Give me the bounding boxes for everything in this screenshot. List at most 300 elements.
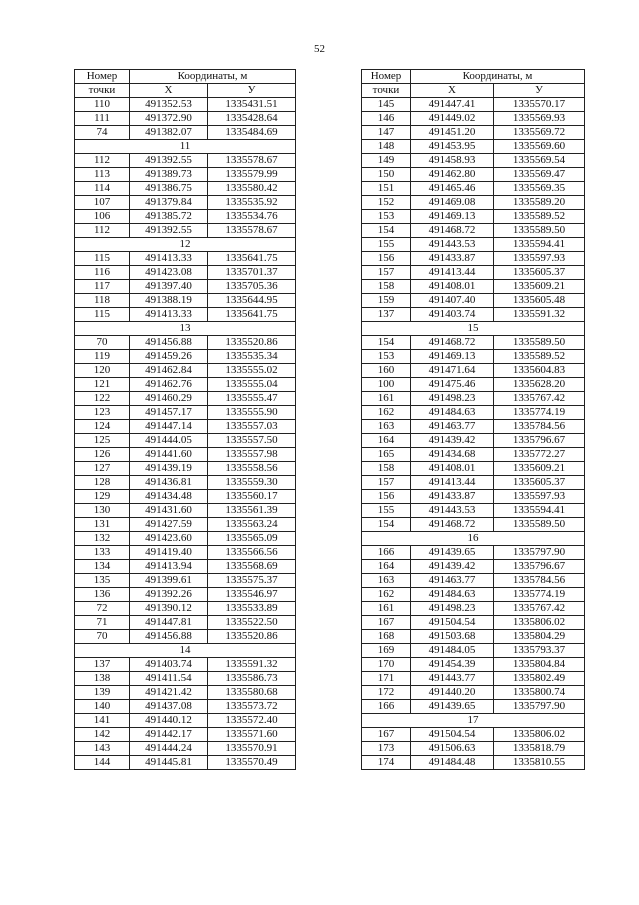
y-coordinate-cell: 1335520.86 [208, 336, 296, 350]
point-number-cell: 100 [362, 378, 411, 392]
table-row [75, 224, 296, 238]
point-number-cell: 154 [362, 224, 411, 238]
table-row [362, 434, 585, 448]
table-row [362, 658, 585, 672]
table-row [75, 196, 296, 210]
x-coordinate-cell: 491385.72 [130, 210, 208, 224]
table-row [75, 112, 296, 126]
point-number-cell: 139 [75, 686, 130, 700]
y-coordinate-cell: 1335767.42 [494, 602, 585, 616]
table-row [75, 266, 296, 280]
y-coordinate-cell: 1335628.20 [494, 378, 585, 392]
point-number-cell: 132 [75, 532, 130, 546]
table-row [75, 406, 296, 420]
x-coordinate-cell: 491451.20 [411, 126, 494, 140]
y-coordinate-cell: 1335565.09 [208, 532, 296, 546]
table-row [75, 756, 296, 770]
x-coordinate-cell: 491436.81 [130, 476, 208, 490]
table-row [75, 434, 296, 448]
y-coordinate-cell: 1335800.74 [494, 686, 585, 700]
y-coordinate-cell: 1335484.69 [208, 126, 296, 140]
x-coordinate-cell: 491469.08 [411, 196, 494, 210]
point-number-cell: 107 [75, 196, 130, 210]
point-number-cell: 158 [362, 280, 411, 294]
point-number-cell: 147 [362, 126, 411, 140]
y-header: У [208, 84, 296, 98]
table-row [75, 504, 296, 518]
y-coordinate-cell: 1335589.50 [494, 518, 585, 532]
point-number-cell: 157 [362, 266, 411, 280]
y-coordinate-cell: 1335641.75 [208, 252, 296, 266]
x-coordinate-cell: 491388.19 [130, 294, 208, 308]
point-number-cell: 164 [362, 560, 411, 574]
x-coordinate-cell: 491413.94 [130, 560, 208, 574]
table-row [75, 476, 296, 490]
x-coordinate-cell: 491439.19 [130, 462, 208, 476]
y-coordinate-cell: 1335557.98 [208, 448, 296, 462]
y-coordinate-cell: 1335557.50 [208, 434, 296, 448]
y-coordinate-cell: 1335570.91 [208, 742, 296, 756]
y-coordinate-cell: 1335796.67 [494, 560, 585, 574]
y-coordinate-cell: 1335555.90 [208, 406, 296, 420]
section-number: 13 [75, 322, 296, 336]
point-number-cell: 137 [362, 308, 411, 322]
point-number-cell: 134 [75, 560, 130, 574]
point-number-cell: 141 [75, 714, 130, 728]
section-number: 15 [362, 322, 585, 336]
point-number-cell: 127 [75, 462, 130, 476]
point-number-cell: 162 [362, 406, 411, 420]
y-coordinate-cell: 1335797.90 [494, 546, 585, 560]
point-number-cell: 131 [75, 518, 130, 532]
y-coordinate-cell: 1335570.17 [494, 98, 585, 112]
x-coordinate-cell: 491407.40 [411, 294, 494, 308]
point-number-cell: 168 [362, 630, 411, 644]
table-row [75, 154, 296, 168]
y-coordinate-cell: 1335605.37 [494, 476, 585, 490]
y-coordinate-cell: 1335605.37 [494, 266, 585, 280]
point-number-cell: 128 [75, 476, 130, 490]
x-coordinate-cell: 491468.72 [411, 224, 494, 238]
y-coordinate-cell: 1335559.30 [208, 476, 296, 490]
y-coordinate-cell: 1335569.60 [494, 140, 585, 154]
x-coordinate-cell: 491468.72 [411, 336, 494, 350]
point-number-header-line2: точки [75, 84, 130, 98]
y-header: У [494, 84, 585, 98]
point-number-cell: 124 [75, 420, 130, 434]
table-row [362, 308, 585, 322]
point-number-cell: 173 [362, 742, 411, 756]
y-coordinate-cell: 1335555.47 [208, 392, 296, 406]
point-number-cell: 118 [75, 294, 130, 308]
x-coordinate-cell: 491503.68 [411, 630, 494, 644]
y-coordinate-cell: 1335806.02 [494, 728, 585, 742]
point-number-cell: 143 [75, 742, 130, 756]
table-row [362, 476, 585, 490]
x-coordinate-cell: 491413.44 [411, 266, 494, 280]
y-coordinate-cell: 1335573.72 [208, 700, 296, 714]
y-coordinate-cell: 1335569.35 [494, 182, 585, 196]
point-number-cell: 121 [75, 378, 130, 392]
x-coordinate-cell: 491454.39 [411, 658, 494, 672]
table-row [362, 210, 585, 224]
point-number-header: Номер [362, 70, 411, 84]
y-coordinate-cell: 1335774.19 [494, 406, 585, 420]
y-coordinate-cell: 1335563.24 [208, 518, 296, 532]
coordinates-table-left [74, 69, 296, 770]
y-coordinate-cell: 1335533.89 [208, 602, 296, 616]
x-coordinate-cell: 491453.95 [411, 140, 494, 154]
section-number: 14 [75, 644, 296, 658]
point-number-cell: 169 [362, 644, 411, 658]
table-row [362, 588, 585, 602]
y-coordinate-cell: 1335557.03 [208, 420, 296, 434]
point-number-cell: 152 [362, 196, 411, 210]
point-number-cell: 72 [75, 602, 130, 616]
y-coordinate-cell: 1335535.34 [208, 350, 296, 364]
table-row [75, 672, 296, 686]
point-number-cell: 130 [75, 504, 130, 518]
x-coordinate-cell: 491457.17 [130, 406, 208, 420]
point-number-cell: 70 [75, 630, 130, 644]
point-number-cell: 159 [362, 294, 411, 308]
point-number-cell: 129 [75, 490, 130, 504]
y-coordinate-cell: 1335604.83 [494, 364, 585, 378]
x-coordinate-cell: 491392.55 [130, 154, 208, 168]
y-coordinate-cell: 1335767.42 [494, 392, 585, 406]
y-coordinate-cell: 1335534.76 [208, 210, 296, 224]
y-coordinate-cell: 1335597.93 [494, 490, 585, 504]
table-row [362, 630, 585, 644]
table-row [75, 182, 296, 196]
point-number-cell: 164 [362, 434, 411, 448]
y-coordinate-cell: 1335705.36 [208, 280, 296, 294]
y-coordinate-cell: 1335555.04 [208, 378, 296, 392]
y-coordinate-cell: 1335701.37 [208, 266, 296, 280]
point-number-cell: 137 [75, 658, 130, 672]
y-coordinate-cell: 1335520.86 [208, 630, 296, 644]
point-number-header-line2: точки [362, 84, 411, 98]
point-number-cell: 112 [75, 154, 130, 168]
table-row [75, 168, 296, 182]
y-coordinate-cell: 1335561.39 [208, 504, 296, 518]
table-row [75, 350, 296, 364]
table-row [75, 462, 296, 476]
x-coordinate-cell: 491506.63 [411, 742, 494, 756]
x-coordinate-cell: 491403.74 [130, 658, 208, 672]
point-number-cell: 120 [75, 364, 130, 378]
table-row [75, 280, 296, 294]
x-coordinate-cell: 491421.42 [130, 686, 208, 700]
x-coordinate-cell: 491431.60 [130, 504, 208, 518]
table-row [75, 616, 296, 630]
table-row [75, 700, 296, 714]
x-coordinate-cell: 491413.33 [130, 308, 208, 322]
point-number-cell: 154 [362, 336, 411, 350]
y-coordinate-cell: 1335560.17 [208, 490, 296, 504]
table-row [362, 644, 585, 658]
y-coordinate-cell: 1335580.42 [208, 182, 296, 196]
table-row [362, 728, 585, 742]
x-coordinate-cell: 491447.14 [130, 420, 208, 434]
point-number-header: Номер [75, 70, 130, 84]
y-coordinate-cell: 1335806.02 [494, 616, 585, 630]
table-row [362, 168, 585, 182]
table-row [75, 126, 296, 140]
x-coordinate-cell: 491443.77 [411, 672, 494, 686]
point-number-cell: 148 [362, 140, 411, 154]
table-row [362, 112, 585, 126]
x-coordinate-cell: 491444.05 [130, 434, 208, 448]
table-row [362, 756, 585, 770]
table-row [75, 378, 296, 392]
y-coordinate-cell: 1335569.47 [494, 168, 585, 182]
table-row [362, 126, 585, 140]
x-coordinate-cell: 491386.75 [130, 182, 208, 196]
y-coordinate-cell: 1335535.92 [208, 196, 296, 210]
x-coordinate-cell: 491399.61 [130, 574, 208, 588]
table-row [362, 560, 585, 574]
section-row [75, 322, 296, 336]
table-row [362, 238, 585, 252]
x-coordinate-cell: 491439.42 [411, 434, 494, 448]
point-number-cell: 151 [362, 182, 411, 196]
table-row [75, 210, 296, 224]
y-coordinate-cell: 1335569.72 [494, 126, 585, 140]
x-coordinate-cell: 491443.53 [411, 504, 494, 518]
table-row [75, 714, 296, 728]
table-header [75, 70, 296, 98]
y-coordinate-cell: 1335784.56 [494, 420, 585, 434]
y-coordinate-cell: 1335772.27 [494, 448, 585, 462]
y-coordinate-cell: 1335802.49 [494, 672, 585, 686]
x-coordinate-cell: 491458.93 [411, 154, 494, 168]
table-row [362, 546, 585, 560]
point-number-cell: 145 [362, 98, 411, 112]
point-number-cell: 70 [75, 336, 130, 350]
y-coordinate-cell: 1335431.51 [208, 98, 296, 112]
y-coordinate-cell: 1335804.29 [494, 630, 585, 644]
y-coordinate-cell: 1335586.73 [208, 672, 296, 686]
y-coordinate-cell: 1335568.69 [208, 560, 296, 574]
table-row [362, 336, 585, 350]
table-row [75, 420, 296, 434]
x-coordinate-cell: 491389.73 [130, 168, 208, 182]
table-row [75, 630, 296, 644]
y-coordinate-cell: 1335522.50 [208, 616, 296, 630]
table-row [75, 364, 296, 378]
point-number-cell: 160 [362, 364, 411, 378]
point-number-cell: 138 [75, 672, 130, 686]
table-row [75, 546, 296, 560]
x-coordinate-cell: 491469.13 [411, 210, 494, 224]
y-coordinate-cell: 1335589.50 [494, 336, 585, 350]
table-header [362, 70, 585, 98]
y-coordinate-cell: 1335589.52 [494, 350, 585, 364]
point-number-cell: 125 [75, 434, 130, 448]
y-coordinate-cell: 1335784.56 [494, 574, 585, 588]
point-number-cell: 115 [75, 308, 130, 322]
section-number: 17 [362, 714, 585, 728]
point-number-cell: 162 [362, 588, 411, 602]
table-row [362, 224, 585, 238]
x-coordinate-cell: 491498.23 [411, 392, 494, 406]
x-coordinate-cell: 491471.64 [411, 364, 494, 378]
section-row [75, 140, 296, 154]
x-coordinate-cell: 491437.08 [130, 700, 208, 714]
table-row [75, 490, 296, 504]
x-coordinate-cell: 491463.77 [411, 420, 494, 434]
x-coordinate-cell: 491433.87 [411, 252, 494, 266]
table-row [362, 420, 585, 434]
table-row [75, 686, 296, 700]
point-number-cell: 117 [75, 280, 130, 294]
table-row [362, 182, 585, 196]
x-coordinate-cell: 491352.53 [130, 98, 208, 112]
x-coordinate-cell: 491423.08 [130, 266, 208, 280]
point-number-cell: 155 [362, 504, 411, 518]
table-row [362, 742, 585, 756]
y-coordinate-cell: 1335793.37 [494, 644, 585, 658]
x-coordinate-cell: 491443.53 [411, 238, 494, 252]
y-coordinate-cell: 1335774.19 [494, 588, 585, 602]
x-coordinate-cell: 491445.81 [130, 756, 208, 770]
table-row [362, 462, 585, 476]
x-coordinate-cell: 491419.40 [130, 546, 208, 560]
x-coordinate-cell: 491469.13 [411, 350, 494, 364]
table-row [362, 252, 585, 266]
table-row [362, 98, 585, 112]
table-row [75, 336, 296, 350]
x-coordinate-cell: 491440.20 [411, 686, 494, 700]
y-coordinate-cell: 1335569.54 [494, 154, 585, 168]
section-row [75, 238, 296, 252]
x-coordinate-cell: 491462.80 [411, 168, 494, 182]
table-row [362, 294, 585, 308]
y-coordinate-cell: 1335591.32 [208, 658, 296, 672]
y-coordinate-cell: 1335818.79 [494, 742, 585, 756]
x-coordinate-cell: 491504.54 [411, 728, 494, 742]
y-coordinate-cell: 1335572.40 [208, 714, 296, 728]
table-row [362, 616, 585, 630]
table-row [75, 448, 296, 462]
x-coordinate-cell: 491468.72 [411, 518, 494, 532]
point-number-cell: 156 [362, 490, 411, 504]
y-coordinate-cell: 1335578.67 [208, 224, 296, 238]
x-coordinate-cell: 491439.65 [411, 546, 494, 560]
point-number-cell: 163 [362, 420, 411, 434]
table-row [75, 294, 296, 308]
y-coordinate-cell: 1335797.90 [494, 700, 585, 714]
point-number-cell: 142 [75, 728, 130, 742]
x-coordinate-cell: 491392.26 [130, 588, 208, 602]
section-row [362, 322, 585, 336]
point-number-cell: 106 [75, 210, 130, 224]
y-coordinate-cell: 1335558.56 [208, 462, 296, 476]
y-coordinate-cell: 1335609.21 [494, 280, 585, 294]
table-row [362, 266, 585, 280]
point-number-cell: 136 [75, 588, 130, 602]
point-number-cell: 161 [362, 602, 411, 616]
x-coordinate-cell: 491379.84 [130, 196, 208, 210]
x-coordinate-cell: 491439.42 [411, 560, 494, 574]
x-coordinate-cell: 491484.05 [411, 644, 494, 658]
x-coordinate-cell: 491413.44 [411, 476, 494, 490]
table-row [362, 672, 585, 686]
point-number-cell: 110 [75, 98, 130, 112]
point-number-cell: 154 [362, 518, 411, 532]
x-header: X [130, 84, 208, 98]
x-coordinate-cell: 491442.17 [130, 728, 208, 742]
x-coordinate-cell: 491397.40 [130, 280, 208, 294]
x-coordinate-cell: 491408.01 [411, 280, 494, 294]
y-coordinate-cell: 1335605.48 [494, 294, 585, 308]
y-coordinate-cell: 1335566.56 [208, 546, 296, 560]
table-row [362, 574, 585, 588]
point-number-cell: 115 [75, 252, 130, 266]
table-row [362, 602, 585, 616]
x-coordinate-cell: 491427.59 [130, 518, 208, 532]
section-number: 16 [362, 532, 585, 546]
point-number-cell: 161 [362, 392, 411, 406]
y-coordinate-cell: 1335796.67 [494, 434, 585, 448]
table-row [75, 252, 296, 266]
y-coordinate-cell: 1335804.84 [494, 658, 585, 672]
x-coordinate-cell: 491447.81 [130, 616, 208, 630]
point-number-cell: 174 [362, 756, 411, 770]
point-number-cell: 135 [75, 574, 130, 588]
point-number-cell: 166 [362, 546, 411, 560]
point-number-cell: 144 [75, 756, 130, 770]
table-row [362, 518, 585, 532]
point-number-cell: 165 [362, 448, 411, 462]
y-coordinate-cell: 1335571.60 [208, 728, 296, 742]
point-number-cell: 133 [75, 546, 130, 560]
point-number-cell: 166 [362, 700, 411, 714]
section-row [75, 644, 296, 658]
point-number-cell: 153 [362, 350, 411, 364]
x-coordinate-cell: 491456.88 [130, 630, 208, 644]
point-number-cell: 111 [75, 112, 130, 126]
y-coordinate-cell: 1335810.55 [494, 756, 585, 770]
x-coordinate-cell: 491498.23 [411, 602, 494, 616]
table-row [362, 490, 585, 504]
point-number-cell: 167 [362, 728, 411, 742]
x-coordinate-cell: 491439.65 [411, 700, 494, 714]
point-number-cell: 123 [75, 406, 130, 420]
x-coordinate-cell: 491440.12 [130, 714, 208, 728]
x-coordinate-cell: 491456.88 [130, 336, 208, 350]
table-row [362, 364, 585, 378]
point-number-cell: 112 [75, 224, 130, 238]
table-row [362, 406, 585, 420]
point-number-cell: 119 [75, 350, 130, 364]
y-coordinate-cell: 1335594.41 [494, 504, 585, 518]
table-row [362, 700, 585, 714]
table-row [75, 98, 296, 112]
y-coordinate-cell: 1335569.93 [494, 112, 585, 126]
point-number-cell: 170 [362, 658, 411, 672]
table-row [362, 140, 585, 154]
table-row [362, 154, 585, 168]
x-coordinate-cell: 491447.41 [411, 98, 494, 112]
y-coordinate-cell: 1335575.37 [208, 574, 296, 588]
y-coordinate-cell: 1335428.64 [208, 112, 296, 126]
x-coordinate-cell: 491484.63 [411, 588, 494, 602]
x-coordinate-cell: 491460.29 [130, 392, 208, 406]
point-number-cell: 116 [75, 266, 130, 280]
table-row [75, 518, 296, 532]
